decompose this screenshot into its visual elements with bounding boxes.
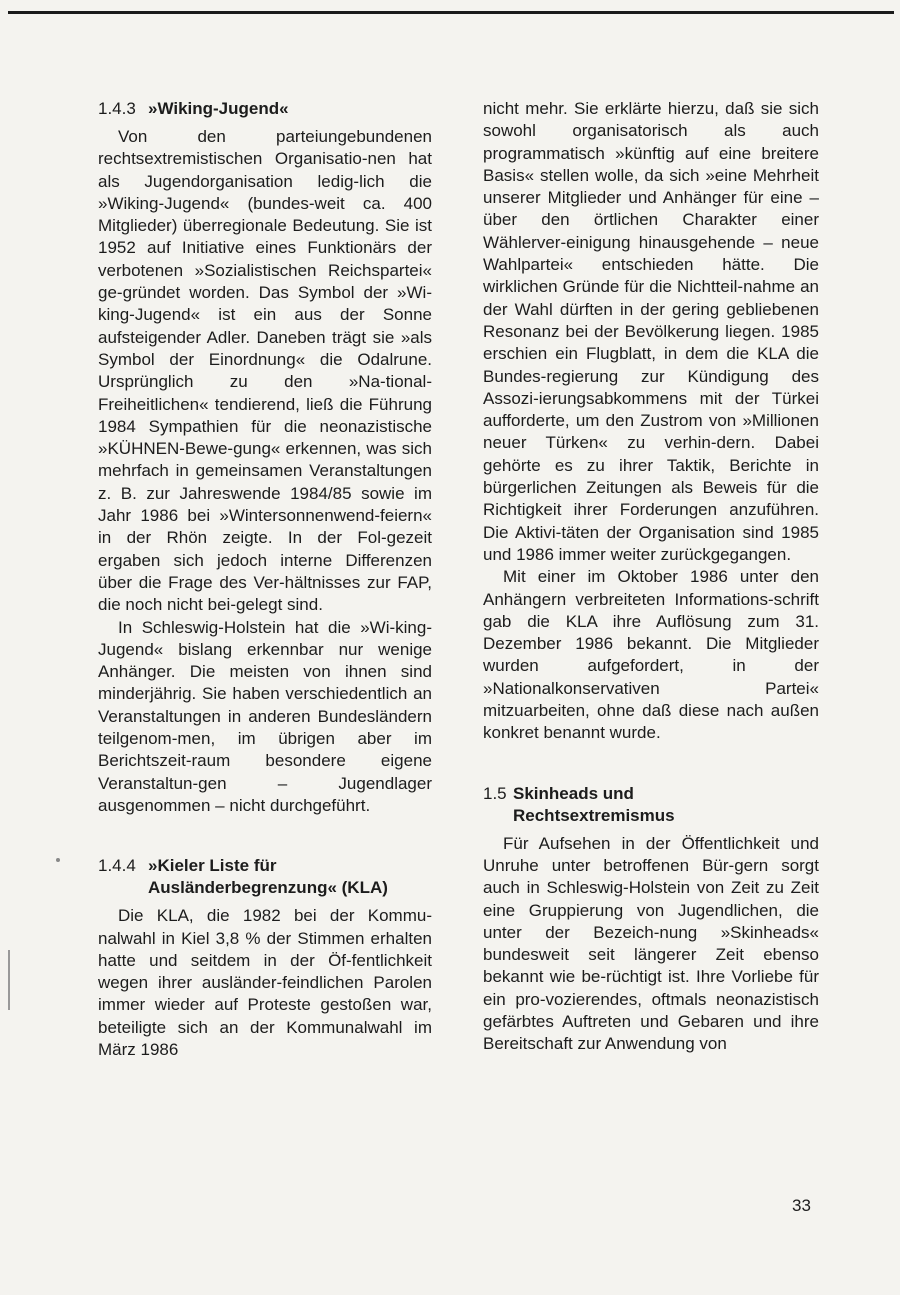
paragraph: Die KLA, die 1982 bei der Kommu-nalwahl in Kiel 3,8 % der Stimmen erhalten hatte und seitdem in der Öf-fentlichkeit wegen ihrer ausländer-feindlichen Parolen immer wieder auf Proteste gestoßen war, beteiligte sich an der Kommunalwahl im März 1986 bbox=[98, 906, 432, 1059]
section-title-line2: Rechtsextremismus bbox=[513, 805, 675, 825]
scan-speck bbox=[56, 858, 60, 862]
section-title bbox=[513, 783, 675, 827]
section-title bbox=[148, 855, 388, 899]
section-title: »Wiking-Jugend« bbox=[148, 99, 289, 118]
paragraph: In Schleswig-Holstein hat die »Wi-king-Jugend« bislang erkennbar nur wenige Anhänger. Die meisten von ihnen sind minderjährig. Sie haben verschiedentlich an Veranstaltungen in anderen Bundesländern teilgenom-men, im übrigen aber im Berichtszeit-raum besondere eigene Veranstaltun-gen – Jugendlager ausgenommen – nicht durchgeführt. bbox=[98, 617, 432, 815]
page-number: 33 bbox=[792, 1196, 811, 1215]
section-title-line2: Ausländerbegrenzung« (KLA) bbox=[148, 878, 388, 898]
section-number: 1.4.4 bbox=[98, 856, 136, 876]
right-column bbox=[483, 98, 819, 1056]
paragraph: Mit einer im Oktober 1986 unter den Anhängern verbreiteten Informations-schrift gab die KLA ihre Auflösung zum 31. Dezember 1986 bekannt. Die Mitglieder wurden aufgefordert, in der »Nationalkonservativen Partei« mitzuarbeiten, ohne daß diese nach außen konkret benannt wurde. bbox=[483, 567, 819, 743]
section-1-5-heading bbox=[483, 783, 819, 827]
section-number: 1.5 bbox=[483, 783, 507, 803]
section-title-line1: »Kieler Liste für bbox=[148, 856, 277, 876]
paragraph: nicht mehr. Sie erklärte hierzu, daß sie sich sowohl organisatorisch als auch programmatisch »künftig auf eine breitere Basis« stellen wolle, da sich »eine Mehrheit unserer Mitglieder und Anhänger für eine – über den örtlichen Charakter einer Wählerver-einigung hinausgehende – neue Wahlpartei« entschieden hätte. Die wirklichen Gründe für die Nichtteil-nahme an der Wahl dürften in der gering gebliebenen Resonanz bei der Bevölkerung liegen. 1985 erschien ein Flugblatt, in dem die KLA die Bundes-regierung zur Kündigung des Assozi-ierungsabkommens mit der Türkei aufforderte, um den Zustrom von »Millionen neuer Türken« zu verhin-dern. Dabei gehörte es zu ihrer Taktik, Berichte in bürgerlichen Zeitungen als Beweis für die Richtigkeit ihrer Forderungen anzuführen. Die Aktivi-täten der Organisation sind 1985 und 1986 immer weiter zurückgegangen. bbox=[483, 99, 819, 564]
section-number: 1.4.3 bbox=[98, 99, 136, 118]
paragraph: Für Aufsehen in der Öffentlichkeit und Unruhe unter betroffenen Bür-gern sorgt auch in Schleswig-Holstein von Zeit zu Zeit eine Gruppierung von Jugendlichen, die unter der Bezeich-nung »Skinheads« bundesweit seit längerer Zeit ebenso bekannt wie be-rüchtigt ist. Ihre Vorliebe für ein pro-vozierendes, oftmals neonazistisch gefärbtes Auftreten und Gebaren und ihre Bereitschaft zur Anwendung von bbox=[483, 833, 819, 1054]
section-1-4-3-heading bbox=[98, 98, 432, 120]
top-rule bbox=[8, 11, 894, 14]
section-1-4-4-heading bbox=[98, 855, 432, 899]
section-title-line1: Skinheads und bbox=[513, 783, 634, 803]
scan-edge bbox=[8, 950, 10, 1010]
paragraph: Von den parteiungebundenen rechtsextremistischen Organisatio-nen hat als Jugendorganisation ledig-lich die »Wiking-Jugend« (bundes-weit ca. 400 Mitglieder) überregionale Bedeutung. Sie ist 1952 auf Initiative eines Funktionärs der verbotenen »Sozialistischen Reichspartei« ge-gründet worden. Das Symbol der »Wi-king-Jugend« ist ein aus der Sonne aufsteigender Adler. Daneben trägt sie »als Symbol der Einordnung« die Odalrune. Ursprünglich zu den »Na-tional-Freiheitlichen« tendierend, ließ die Führung 1984 Sympathien für die neonazistische »KÜHNEN-Bewe-gung« erkennen, was sich mehrfach in gemeinsamen Veranstaltungen z. B. zur Jahreswende 1984/85 sowie im Jahr 1986 bei »Wintersonnenwend-feiern« in der Rhön zeigte. In der Fol-gezeit ergaben sich jedoch interne Differenzen über die Frage des Ver-hältnisses zur FAP, die noch nicht bei-gelegt sind. bbox=[98, 127, 432, 615]
left-column bbox=[98, 98, 432, 1061]
